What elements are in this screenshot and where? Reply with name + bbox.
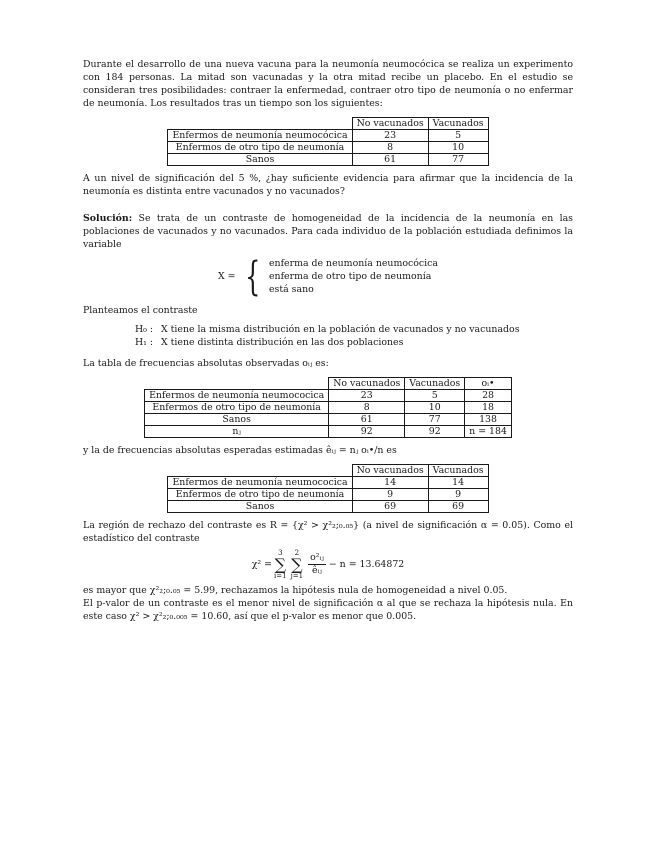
results-table <box>167 117 488 166</box>
variable-definition <box>83 253 573 300</box>
table-row: nⱼ 92 92 n = 184 <box>145 426 512 438</box>
expected-intro: y la de frecuencias absolutas esperadas estimadas êᵢⱼ = nⱼ oᵢ•/n es <box>83 445 397 456</box>
variable-name: X = <box>218 271 236 282</box>
table1-header-no-vacunados: No vacunados <box>352 118 428 130</box>
table-row: Enfermos de neumonía neumococica 14 14 <box>168 477 488 489</box>
table-row: Enfermos de neumonía neumococica 23 5 28 <box>145 390 512 402</box>
table-row: Sanos 69 69 <box>168 501 488 513</box>
variable-option: enferma de neumonía neumocócica <box>268 258 438 269</box>
variable-option: enferma de otro tipo de neumonía <box>268 271 432 282</box>
question-paragraph: A un nivel de significación del 5 %, ¿hay suficiente evidencia para afirmar que la incidencia de la neumonía es distinta entre vacunados y no vacunados? <box>83 173 573 197</box>
table1-header-vacunados: Vacunados <box>428 118 488 130</box>
expected-table: No vacunados Vacunados Enfermos de neumonía neumococica 14 14 Enfermos de otro tipo de neumonía 9 9 Sanos 69 69 <box>167 464 488 513</box>
chi-square-formula <box>83 549 573 580</box>
table-row: Enfermos de otro tipo de neumonía 8 10 18 <box>145 402 512 414</box>
conclusion-2: El p-valor de un contraste es el menor nivel de significación α al que se rechaza la hipótesis nula. En este caso χ² > χ²₂;₀.₀₀₅ = 10.60, así que el p-valor es menor que 0.005. <box>83 598 573 622</box>
variable-option: está sano <box>268 284 314 295</box>
document-page <box>83 58 573 623</box>
conclusion-1: es mayor que χ²₂;₀.₀₅ = 5.99, rechazamos la hipótesis nula de homogeneidad a nivel 0.05. <box>83 585 508 596</box>
table-row: Sanos 61 77 138 <box>145 414 512 426</box>
alt-hypothesis: H₁ : X tiene distinta distribución en las dos poblaciones <box>135 337 404 348</box>
formula-fraction: $\frac{\text{o²ᵢⱼ}}{\text{êᵢⱼ}}$ <box>310 552 324 576</box>
hypotheses <box>135 323 573 349</box>
solution-label: Solución: <box>83 213 133 224</box>
table-row: Enfermos de neumonía neumocócica 23 5 <box>168 130 488 142</box>
null-hypothesis: H₀ : X tiene la misma distribución en la población de vacunados y no vacunados <box>135 324 520 335</box>
planteamos-text: Planteamos el contraste <box>83 305 198 316</box>
formula-rhs: − n = 13.64872 <box>328 559 405 570</box>
formula-lhs: χ² = <box>251 559 273 570</box>
intro-paragraph: Durante el desarrollo de una nueva vacuna para la neumonía neumocócica se realiza un experimento con 184 personas. La mitad son vacunadas y la otra mitad recibe un placebo. En el estudio se consideran tres posibilidades: contraer la enfermedad, contraer otro tipo de neumonía o no enfermar de neumonía. Los resultados tras un tiempo son los siguientes: <box>83 59 573 109</box>
observed-intro: La tabla de frecuencias absolutas observadas oᵢⱼ es: <box>83 358 329 369</box>
table-row: Enfermos de otro tipo de neumonía 9 9 <box>168 489 488 501</box>
table-row: Enfermos de otro tipo de neumonía 8 10 <box>168 142 488 154</box>
solution-paragraph <box>83 212 573 251</box>
table-row: Sanos 61 77 <box>168 154 488 166</box>
rejection-paragraph: La región de rechazo del contraste es R = {χ² > χ²₂;₀.₀₅} (a nivel de significación α = 0.05). Como el estadístico del contraste <box>83 520 573 544</box>
solution-text: Se trata de un contraste de homogeneidad de la incidencia de la neumonía en las poblaciones de vacunados y no vacunados. Para cada individuo de la población estudiada definimos la variable <box>83 213 573 250</box>
sum-j: 2 ∑ j=1 <box>290 549 304 580</box>
observed-table: No vacunados Vacunados oᵢ• Enfermos de neumonía neumococica 23 5 28 Enfermos de otro tipo de neumonía 8 10 18 Sanos 61 77 138 nⱼ 92 92 n = 184 <box>144 377 512 438</box>
sum-i: 3 ∑ i=1 <box>274 549 287 580</box>
left-brace: { <box>244 253 260 300</box>
